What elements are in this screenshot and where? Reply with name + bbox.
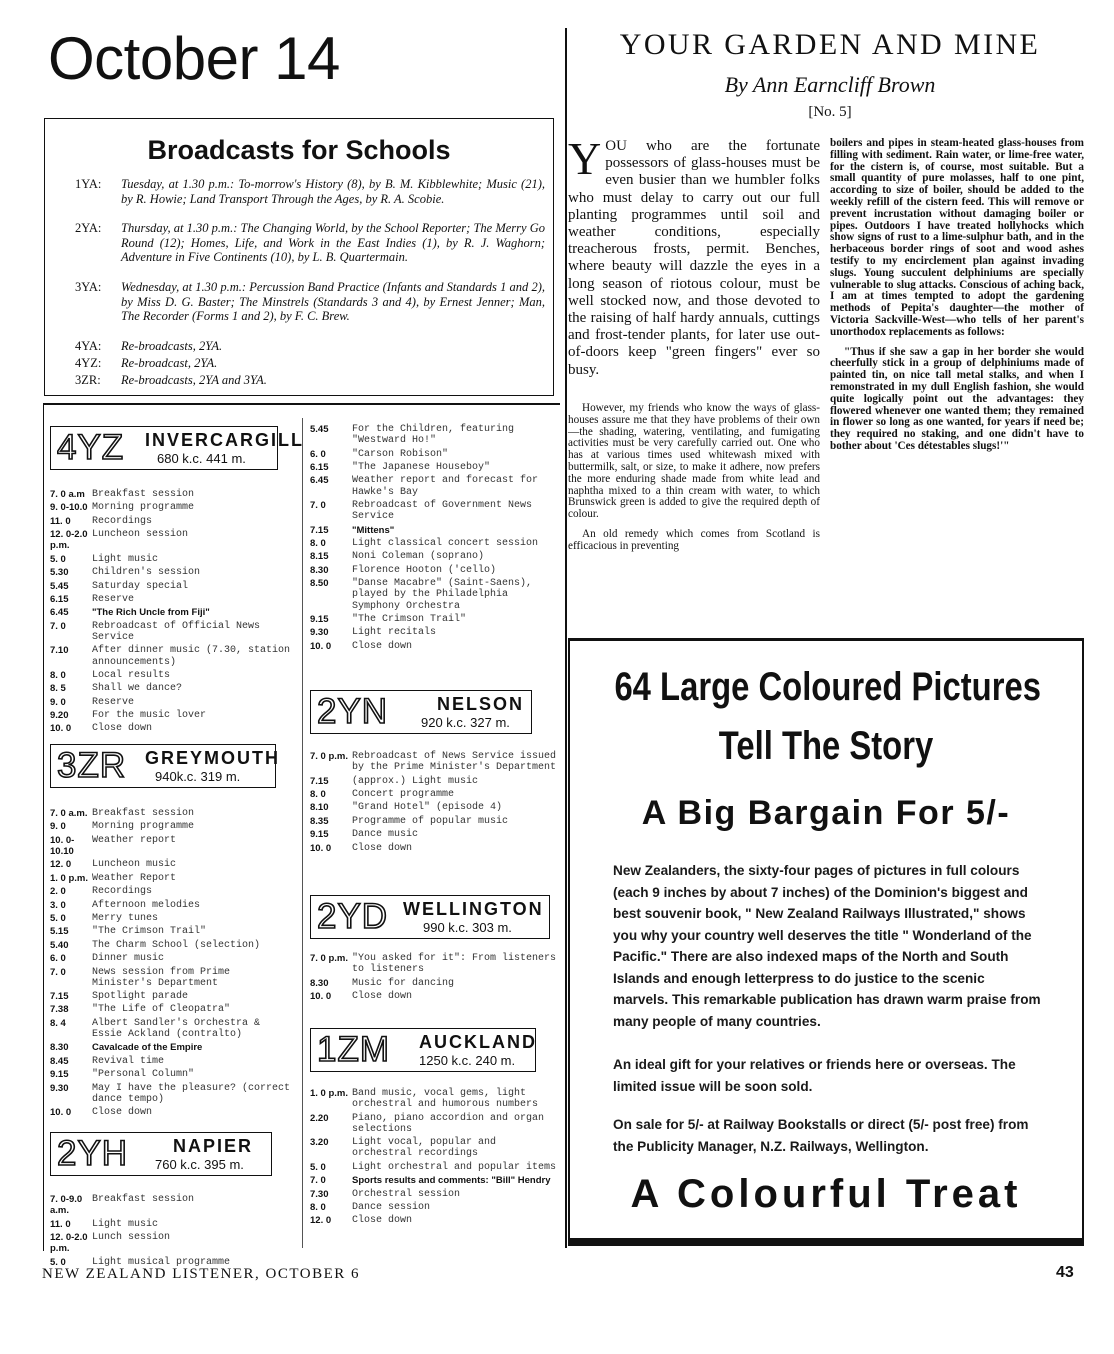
programme-time: 6.45 [310,475,329,487]
programme-title: Sports results and comments: "Bill" Hendry [352,1175,551,1187]
programme-time: 12. 0-2.0 p.m. [50,529,88,552]
programme-time: 7.30 [310,1188,329,1200]
article-column-2 [830,138,1084,461]
school-text: Re-broadcasts, 2YA. [121,339,223,353]
programme-title: "The Rich Uncle from Fiji" [92,607,210,619]
article-byline: By Ann Earncliff Brown [724,72,936,97]
programme-time: 7. 0 [310,1175,326,1187]
programme-title: Close down [352,842,413,854]
programme-time: 5. 0 [50,912,66,924]
programme-time: 10. 0 [310,640,332,652]
programme-title: Children's session [92,567,201,579]
programme-title: "Danse Macabre" (Saint-Saens), played by the Philadelphia Symphony Orchestra [352,578,533,612]
programme-title: Cavalcade of the Empire [92,1042,203,1054]
station-call-logo: 4YZ [57,428,125,467]
programme-list-3zr [50,808,296,1121]
programme-list-4yz [50,489,296,737]
programme-item [310,978,558,989]
programme-title: Florence Hooton ('cello) [352,564,497,576]
ad-paragraph: On sale for 5/- at Railway Bookstalls or direct (5/- post free) from the Publicity Manager, N.Z. Railways, Wellington. [613,1117,1029,1154]
programme-title: May I have the pleasure? (correct dance tempo) [92,1082,291,1105]
programme-item [50,873,296,884]
programme-title: Reserve [92,593,135,605]
programme-time: 6.15 [310,461,329,473]
programme-item [310,462,558,473]
programme-time: 5. 0 [310,1161,326,1173]
station-frequency: 680 k.c. 441 m. [157,451,246,466]
article-paragraph: boilers and pipes in steam-heated glass-houses from filling with sediment. Rain water, or lime-free water, for the cistern is, of course, most suitable. But a small quantity of pure molasses, half to one pint, according to size of boiler, should be added to the weekly refill of the cistern feed. This will remove or prevent incrustation without damaging boiler or pipes. Outdoors I have treated hollyhocks which show signs of rust to a lime-sulphur bath, and in the herbaceous border rings of soot and wood ashes testify to my encirclement plan against invading slugs. Young succulent delphiniums are specially vulnerable to slug attacks. Conscious of aching back, I am at times tempted to adopt the gardening methods of Pepita's daughter—the mother of Victoria Sackville-West—who tells of her parent's unorthodox replacements as follows: [830,137,1084,338]
programme-title: "The Japanese Houseboy" [352,461,491,473]
programme-item [310,475,558,497]
programme-item [50,1083,296,1105]
programme-time: 8.45 [50,1055,69,1067]
programme-title: Weather Report [92,872,177,884]
programme-title: "Mittens" [352,524,395,536]
programme-title: "Personal Column" [92,1069,195,1081]
schools-box [44,118,554,396]
programme-time: 8. 4 [50,1017,66,1029]
station-header-4yz [50,426,304,470]
programme-time: 8. 0 [310,537,326,549]
article-paragraph: "Thus if she saw a gap in her border she would cheerfully stick in a group of delphiniums made of painted tin, on nice tall metal stalks, and when I remonstrated in my dull English fashion, she would quite logically point out the advantages: they flowered whenever one wanted them; they remained in flower so long as one wanted, for years if need be; they required no staking, and one didn't have to bother about 'Ces détestables slugs!'" [830,345,1084,452]
programme-item [310,1162,558,1173]
programme-time: 6.45 [50,607,69,619]
programme-title: Light classical concert session [352,537,539,549]
programme-time: 9.30 [50,1082,69,1094]
school-station: 4YZ: [75,356,102,370]
programme-item [50,670,296,681]
programme-time: 7. 0 p.m. [310,751,349,762]
programme-time: 1. 0 p.m. [310,1088,349,1099]
programme-item [50,1232,296,1254]
programme-title: Light music [92,553,159,565]
programme-time: 8.10 [310,802,329,814]
station-header-1zm [310,1028,536,1072]
programme-item [50,1056,296,1067]
programme-item [50,926,296,937]
programme-time: 7. 0 a.m [50,489,85,500]
programme-title: "You asked for it": From listeners to listeners [352,953,557,976]
programme-item [50,607,296,618]
school-row [75,356,545,371]
programme-time: 5. 0 [50,1256,66,1268]
publication-footer: NEW ZEALAND LISTENER, OCTOBER 6 [42,1266,361,1282]
programme-item [310,449,558,460]
programme-item [50,594,296,605]
programme-item [310,1189,558,1200]
programme-item [50,710,296,721]
programme-item [310,500,558,522]
programme-item [50,1004,296,1015]
programme-item [50,967,296,989]
programme-list-2yn [310,751,558,856]
programme-item [310,1088,558,1110]
school-text: Tuesday, at 1.30 p.m.: To-morrow's History (8), by B. M. Kibblewhite; Music (21), by R. Howie; Land Transport Through the Ages, by R. A. Scobie. [121,177,545,206]
drop-cap: Y [568,133,602,184]
ad-footer-slogan: A Colourful Treat [630,1172,1022,1216]
programme-title: "Carson Robison" [352,448,449,460]
programme-item [50,529,296,551]
programme-time: 7.15 [50,991,69,1003]
programme-time: 10. 0 [50,1107,72,1119]
programme-title: Close down [92,1107,153,1119]
programme-item [310,802,558,813]
programme-title: Orchestral session [352,1188,461,1200]
programme-title: Rebroadcast of News Service issued by the Prime Minister's Department [352,751,557,774]
ad-headline: 64 Large Coloured Pictures [614,665,1041,709]
programme-title: Concert programme [352,788,455,800]
station-header-3zr [50,744,280,788]
station-name: NAPIER [173,1136,254,1156]
programme-title: For the Children, featuring "Westward Ho!" [352,424,515,447]
programme-title: Spotlight parade [92,991,189,1003]
school-text: Re-broadcasts, 2YA and 3YA. [121,373,267,387]
programme-title: Programme of popular music [352,815,509,827]
programme-title: Recordings [92,886,153,898]
schools-title: Broadcasts for Schools [147,135,451,165]
programme-title: Music for dancing [352,977,455,989]
programme-title: Morning programme [92,821,195,833]
article-column-1 [568,133,820,379]
programme-item [50,1042,296,1053]
programme-item [50,953,296,964]
programme-item [310,538,558,549]
programme-time: 7.10 [50,645,69,657]
programme-time: 2.20 [310,1112,329,1124]
station-name: AUCKLAND [419,1032,537,1052]
programme-time: 9.15 [310,829,329,841]
programme-title: Albert Sandler's Orchestra & Essie Ackland (contralto) [92,1017,261,1041]
programme-item [50,621,296,643]
programme-item [50,835,296,857]
programme-time: 8.30 [310,564,329,576]
programme-title: Breakfast session [92,1194,195,1205]
school-text: Thursday, at 1.30 p.m.: The Changing World, by the School Reporter; The Merry Go Round (12); Homes, Life, and Work in the East Indies (1), by R. J. Waghorn; Adventure in Five Continents (10), by L. B. Quartermain. [121,221,545,264]
programme-title: Shall we dance? [92,683,183,695]
ad-offer: A Big Bargain For 5/- [641,794,1011,832]
programme-time: 12. 0 [310,1215,332,1227]
programme-item [50,697,296,708]
programme-item [50,913,296,924]
station-call-logo: 2YN [317,692,389,731]
station-call-logo: 3ZR [57,746,127,785]
column-rule [302,418,303,1248]
station-name: NELSON [437,694,525,714]
article-column-1-lower [568,403,820,561]
programme-title: Dinner music [92,953,165,965]
school-row [75,373,545,388]
programme-time: 10. 0-10.10 [50,834,75,857]
programme-title: "The Crimson Trail" [92,926,207,938]
programme-title: Rebroadcast of Government News Service [352,499,533,523]
programme-title: Revival time [92,1055,165,1067]
programme-title: Close down [352,640,413,652]
programme-title: Luncheon session [92,529,189,541]
programme-title: Saturday special [92,580,189,592]
programme-time: 7. 0 [50,966,66,978]
programme-list-2yh [50,1194,296,1270]
station-name: GREYMOUTH [145,748,280,768]
programme-title: "The Crimson Trail" [352,613,467,625]
column-rule [565,28,567,1248]
station-call-logo: 2YD [317,897,389,936]
programme-time: 7. 0-9.0 a.m. [50,1194,83,1217]
programme-item [310,1113,558,1135]
programme-item [310,843,558,854]
school-station: 3YA: [75,280,102,294]
programme-list-1zm [310,1088,558,1229]
programme-item [50,723,296,734]
programme-item [50,1018,296,1040]
school-text: Wednesday, at 1.30 p.m.: Percussion Band Practice (Infants and Standards 1 and 2), by Miss D. G. Baster; The Minstrels (Standards 3 and 4), by Ernest Jenner; Man, The Recorder (Forms 1 and 2), by F. C. Brew. [121,280,545,323]
article-number: [No. 5] [808,104,852,120]
programme-title: The Charm School (selection) [92,939,261,951]
programme-title: Breakfast session [92,808,195,819]
programme-item [50,940,296,951]
station-frequency: 990 k.c. 303 m. [423,920,512,935]
programme-item [50,567,296,578]
programme-item [50,489,296,500]
programme-time: 7. 0 [50,620,66,632]
article-paragraph: An old remedy which comes from Scotland is efficacious in preventing [568,527,820,552]
school-text: Re-broadcast, 2YA. [121,356,218,370]
programme-time: 8.50 [310,578,329,590]
programme-title: Light orchestral and popular items [352,1161,557,1173]
programme-time: 7. 0 [310,499,326,511]
programme-title: Recordings [92,515,153,527]
programme-time: 5.45 [50,580,69,592]
programme-time: 9.30 [310,627,329,639]
programme-time: 7.38 [50,1004,69,1016]
programme-item [310,776,558,787]
station-name: INVERCARGILL [145,430,304,450]
programme-item [50,581,296,592]
programme-time: 1. 0 p.m. [50,872,89,884]
programme-item [50,516,296,527]
programme-title: Afternoon melodies [92,899,201,911]
programme-time: 11. 0 [50,515,71,527]
programme-time: 6. 0 [50,953,66,965]
programme-item [310,1137,558,1159]
article-title: YOUR GARDEN AND MINE [619,28,1041,61]
programme-title: Dance session [352,1201,431,1213]
programme-time: 12. 0-2.0 p.m. [50,1231,88,1255]
programme-item [50,502,296,513]
station-name: WELLINGTON [403,899,544,919]
programme-item [310,751,558,773]
programme-title: After dinner music (7.30, station announcements) [92,645,291,668]
programme-time: 8.15 [310,551,329,563]
programme-title: Weather report [92,834,177,846]
programme-item [50,554,296,565]
programme-title: Piano, piano accordion and organ selections [352,1112,545,1135]
station-header-2yh [50,1132,272,1176]
programme-title: Weather report and forecast for Hawke's Bay [352,475,539,498]
programme-time: 7.15 [310,524,329,536]
programme-time: 9. 0-10.0 [50,502,88,514]
programme-title: Rebroadcast of Official News Service [92,620,261,643]
programme-item [310,424,558,446]
programme-title: Close down [352,990,413,1002]
programme-item [50,683,296,694]
programme-title: Dance music [352,829,419,841]
school-station: 2YA: [75,221,102,235]
programme-item [50,1069,296,1080]
station-call-logo: 1ZM [317,1030,390,1069]
ad-subheadline: Tell The Story [718,724,934,768]
programme-item [310,627,558,638]
programme-time: 9.20 [50,710,69,722]
programme-title: Light recitals [352,627,437,639]
programme-time: 7. 0 p.m. [310,953,349,964]
programme-item [50,991,296,1002]
programme-item [310,578,558,612]
programme-time: 5.15 [50,926,69,938]
programme-time: 8.30 [50,1042,69,1054]
programme-list-2yh-continued [310,424,558,654]
programme-item [310,1202,558,1213]
programme-time: 5.30 [50,567,69,579]
programme-time: 5.45 [310,424,329,435]
programme-title: For the music lover [92,710,207,722]
programme-title: "The Life of Cleopatra" [92,1004,231,1016]
programme-time: 8. 0 [310,1201,326,1213]
programme-time: 9.15 [50,1069,69,1081]
station-header-2yn [310,690,532,734]
programme-time: 10. 0 [50,723,72,735]
programme-title: Lunch session [92,1231,171,1243]
programme-time: 7.15 [310,775,329,787]
programme-item [310,953,558,975]
programme-title: Morning programme [92,502,195,514]
programme-item [50,1194,296,1216]
programme-title: Breakfast session [92,489,195,500]
programme-item [50,900,296,911]
school-row [75,221,545,265]
programme-time: 9.15 [310,613,329,625]
programme-title: Light musical programme [92,1256,231,1268]
programme-time: 8. 0 [50,669,66,681]
school-station: 4YA: [75,339,102,353]
programme-time: 5. 0 [50,553,66,565]
programme-title: (approx.) Light music [352,775,479,787]
programme-title: Light vocal, popular and orchestral recordings [352,1137,497,1160]
school-row [75,177,545,206]
programme-item [310,565,558,576]
programme-item [50,821,296,832]
programme-time: 8.35 [310,815,329,827]
programme-item [310,641,558,652]
programme-title: Local results [92,669,171,681]
school-station: 1YA: [75,177,102,191]
station-frequency: 920 k.c. 327 m. [421,715,510,730]
programme-item [50,886,296,897]
programme-time: 2. 0 [50,886,66,898]
programme-time: 8. 5 [50,683,66,695]
programme-time: 9. 0 [50,821,66,833]
programme-time: 8.30 [310,977,329,989]
programme-title: Merry tunes [92,912,159,924]
article-paragraph: OU who are the fortunate possessors of glass-houses must be even busier than we humbler folks who must delay to carry out our full planting programmes until soil and weather conditions, especially treacherous frosts, permit. Benches, where beauty will dazzle the eyes in a long season of riotous colour, must be well stocked now, and those devoted to the raising of half hardy annuals, cuttings and frost-tender plants, for later use out-of-doors keep "green fingers" ever so busy. [568,138,820,378]
programme-item [310,614,558,625]
programme-item [310,816,558,827]
programme-title: News session from Prime Minister's Department [92,966,231,989]
page-number: 43 [1056,1264,1074,1281]
programme-time: 11. 0 [50,1218,71,1230]
station-call-logo: 2YH [57,1134,129,1173]
programme-time: 7. 0 a.m. [50,808,88,819]
programme-item [50,859,296,870]
station-frequency: 940k.c. 319 m. [155,769,241,784]
programme-time: 9. 0 [50,696,66,708]
programme-time: 10. 0 [310,990,332,1002]
ad-paragraph: An ideal gift for your relatives or friends here or overseas. The limited issue will be soon sold. [613,1057,1016,1094]
programme-time: 8. 0 [310,788,326,800]
station-frequency: 1250 k.c. 240 m. [419,1053,516,1068]
station-header-2yd [310,895,550,939]
ad-paragraph: New Zealanders, the sixty-four pages of pictures in full colours (each 9 inches by about 7 inches) of the Dominion's biggest and best souvenir book, " New Zealand Railways Illustrated," shows you why your country well deserves the title " Wonderland of the Pacific." There are also indexed maps of the North and South Islands and enough letterpress to do justice to the scenic marvels. This remarkable publication has drawn warm praise from many people of many countries. [613,863,1041,1029]
programme-item [310,525,558,536]
article-paragraph: However, my friends who know the ways of glass-houses assure me that they have problems of their own—the shading, watering, ventilating, and fumigating activities must be very carefully carried out. One who has at various times used whitewash mixed with buttermilk, salt, or size, to make it adhere, now prefers the more enduring shade made from white lead and naphtha mixed to a thin cream with water, to which Brunswick green is added to give the required depth of colour. [568,402,820,521]
programme-item [50,1219,296,1230]
programme-time: 3.20 [310,1137,329,1149]
school-row [75,339,545,354]
programme-time: 6. 0 [310,448,326,460]
programme-item [50,1107,296,1118]
programme-item [50,645,296,667]
programme-item [310,1215,558,1226]
programme-title: "Grand Hotel" (episode 4) [352,802,503,814]
programme-title: Reserve [92,696,135,708]
programme-title: Luncheon music [92,859,177,871]
programme-title: Close down [352,1215,413,1227]
page-title: October 14 [48,25,340,92]
programme-time: 12. 0 [50,859,72,871]
programme-title: Band music, vocal gems, light orchestral and humorous numbers [352,1088,539,1111]
programme-time: 10. 0 [310,842,332,854]
programme-item [310,829,558,840]
school-row [75,280,545,324]
programme-item [310,551,558,562]
programme-item [310,991,558,1002]
programme-time: 3. 0 [50,899,66,911]
programme-title: Close down [92,723,153,735]
school-station: 3ZR: [75,373,101,387]
programme-title: Noni Coleman (soprano) [352,551,485,563]
programme-item [50,808,296,819]
station-frequency: 760 k.c. 395 m. [155,1157,244,1172]
programme-item [310,789,558,800]
programme-time: 6.15 [50,593,69,605]
programme-time: 5.40 [50,939,69,951]
ad-bottom-rule [568,1238,1084,1246]
programme-list-2yd [310,953,558,1004]
programme-title: Light music [92,1218,159,1230]
programme-item [310,1175,558,1186]
